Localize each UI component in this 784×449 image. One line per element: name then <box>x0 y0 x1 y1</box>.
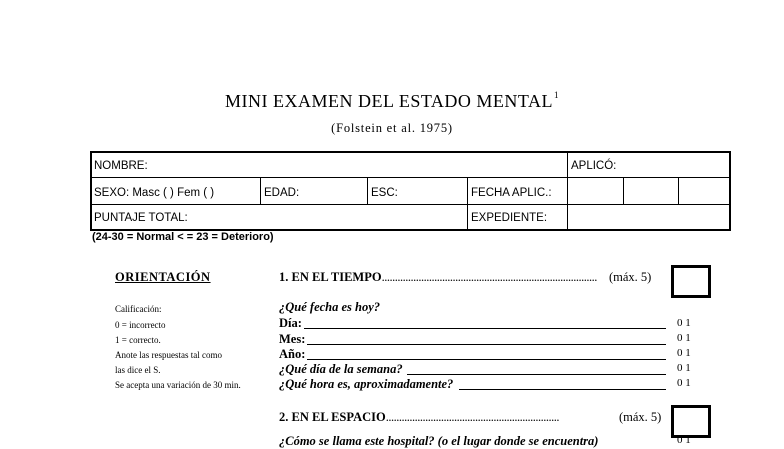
score-legend: (24-30 = Normal < = 23 = Deterioro) <box>92 231 274 243</box>
nombre-field[interactable]: NOMBRE: <box>94 160 148 172</box>
aplico-field[interactable]: APLICÓ: <box>571 160 617 172</box>
tiempo-max: (máx. 5) <box>609 270 652 284</box>
title-text: MINI EXAMEN DEL ESTADO MENTAL <box>225 91 553 111</box>
tiempo-item-label: Mes: <box>279 332 306 346</box>
instruction-line: Calificación: <box>115 304 162 314</box>
answer-line-hora[interactable] <box>459 389 666 390</box>
score-options[interactable]: 0 1 <box>677 332 691 344</box>
espacio-question: ¿Cómo se llama este hospital? (o el lugar donde se encuentra) <box>279 434 599 448</box>
answer-line-ano[interactable] <box>307 359 666 360</box>
tiempo-item-label: Día: <box>279 316 302 330</box>
sexo-field[interactable]: SEXO: Masc ( ) Fem ( ) <box>94 187 215 199</box>
instruction-line: Se acepta una variación de 30 min. <box>115 380 241 390</box>
instruction-line: 0 = incorrecto <box>115 320 166 330</box>
form-col-divider <box>567 152 568 230</box>
item-tiempo-heading <box>279 270 597 285</box>
expediente-field[interactable]: EXPEDIENTE: <box>471 212 548 224</box>
edad-field[interactable]: EDAD: <box>264 187 300 199</box>
form-col-divider <box>467 178 468 230</box>
answer-line-dia[interactable] <box>304 328 666 329</box>
espacio-max: (máx. 5) <box>619 410 662 424</box>
section-title-orientacion: ORIENTACIÓN <box>115 270 211 284</box>
form-row-divider <box>91 177 730 178</box>
score-options[interactable]: 0 1 <box>677 317 691 329</box>
form-row-divider <box>91 204 730 205</box>
document-title <box>0 90 784 112</box>
fecha-aplic-field[interactable]: FECHA APLIC.: <box>471 187 552 199</box>
form-col-divider <box>367 178 368 204</box>
document-subtitle: (Folstein et al. 1975) <box>331 121 453 135</box>
instruction-line: Anote las respuestas tal como <box>115 350 222 360</box>
title-footnote-marker: 1 <box>553 90 559 100</box>
tiempo-question: ¿Qué fecha es hoy? <box>279 300 381 314</box>
tiempo-item-label: ¿Qué hora es, aproximadamente? <box>279 377 454 391</box>
tiempo-item-label: ¿Qué día de la semana? <box>279 362 403 376</box>
instruction-line: las dice el S. <box>115 365 161 375</box>
instruction-line: 1 = correcto. <box>115 335 161 345</box>
tiempo-item-label: Año: <box>279 347 306 361</box>
tiempo-score-box[interactable] <box>671 265 711 298</box>
tiempo-leader-dots: .................................................................................. <box>381 270 597 284</box>
tiempo-heading-text: 1. EN EL TIEMPO <box>279 270 382 284</box>
form-col-divider <box>623 178 624 204</box>
answer-line-mes[interactable] <box>307 344 666 345</box>
score-options[interactable]: 0 1 <box>677 434 691 446</box>
espacio-heading-text: 2. EN EL ESPACIO <box>279 410 386 424</box>
form-col-divider <box>678 178 679 204</box>
espacio-leader-dots: .................................................................. <box>385 410 559 424</box>
score-options[interactable]: 0 1 <box>677 362 691 374</box>
answer-line-dia-semana[interactable] <box>407 374 666 375</box>
form-col-divider <box>260 178 261 204</box>
esc-field[interactable]: ESC: <box>371 187 398 199</box>
puntaje-total-field[interactable]: PUNTAJE TOTAL: <box>94 212 188 224</box>
score-options[interactable]: 0 1 <box>677 377 691 389</box>
item-espacio-heading <box>279 410 559 425</box>
score-options[interactable]: 0 1 <box>677 347 691 359</box>
